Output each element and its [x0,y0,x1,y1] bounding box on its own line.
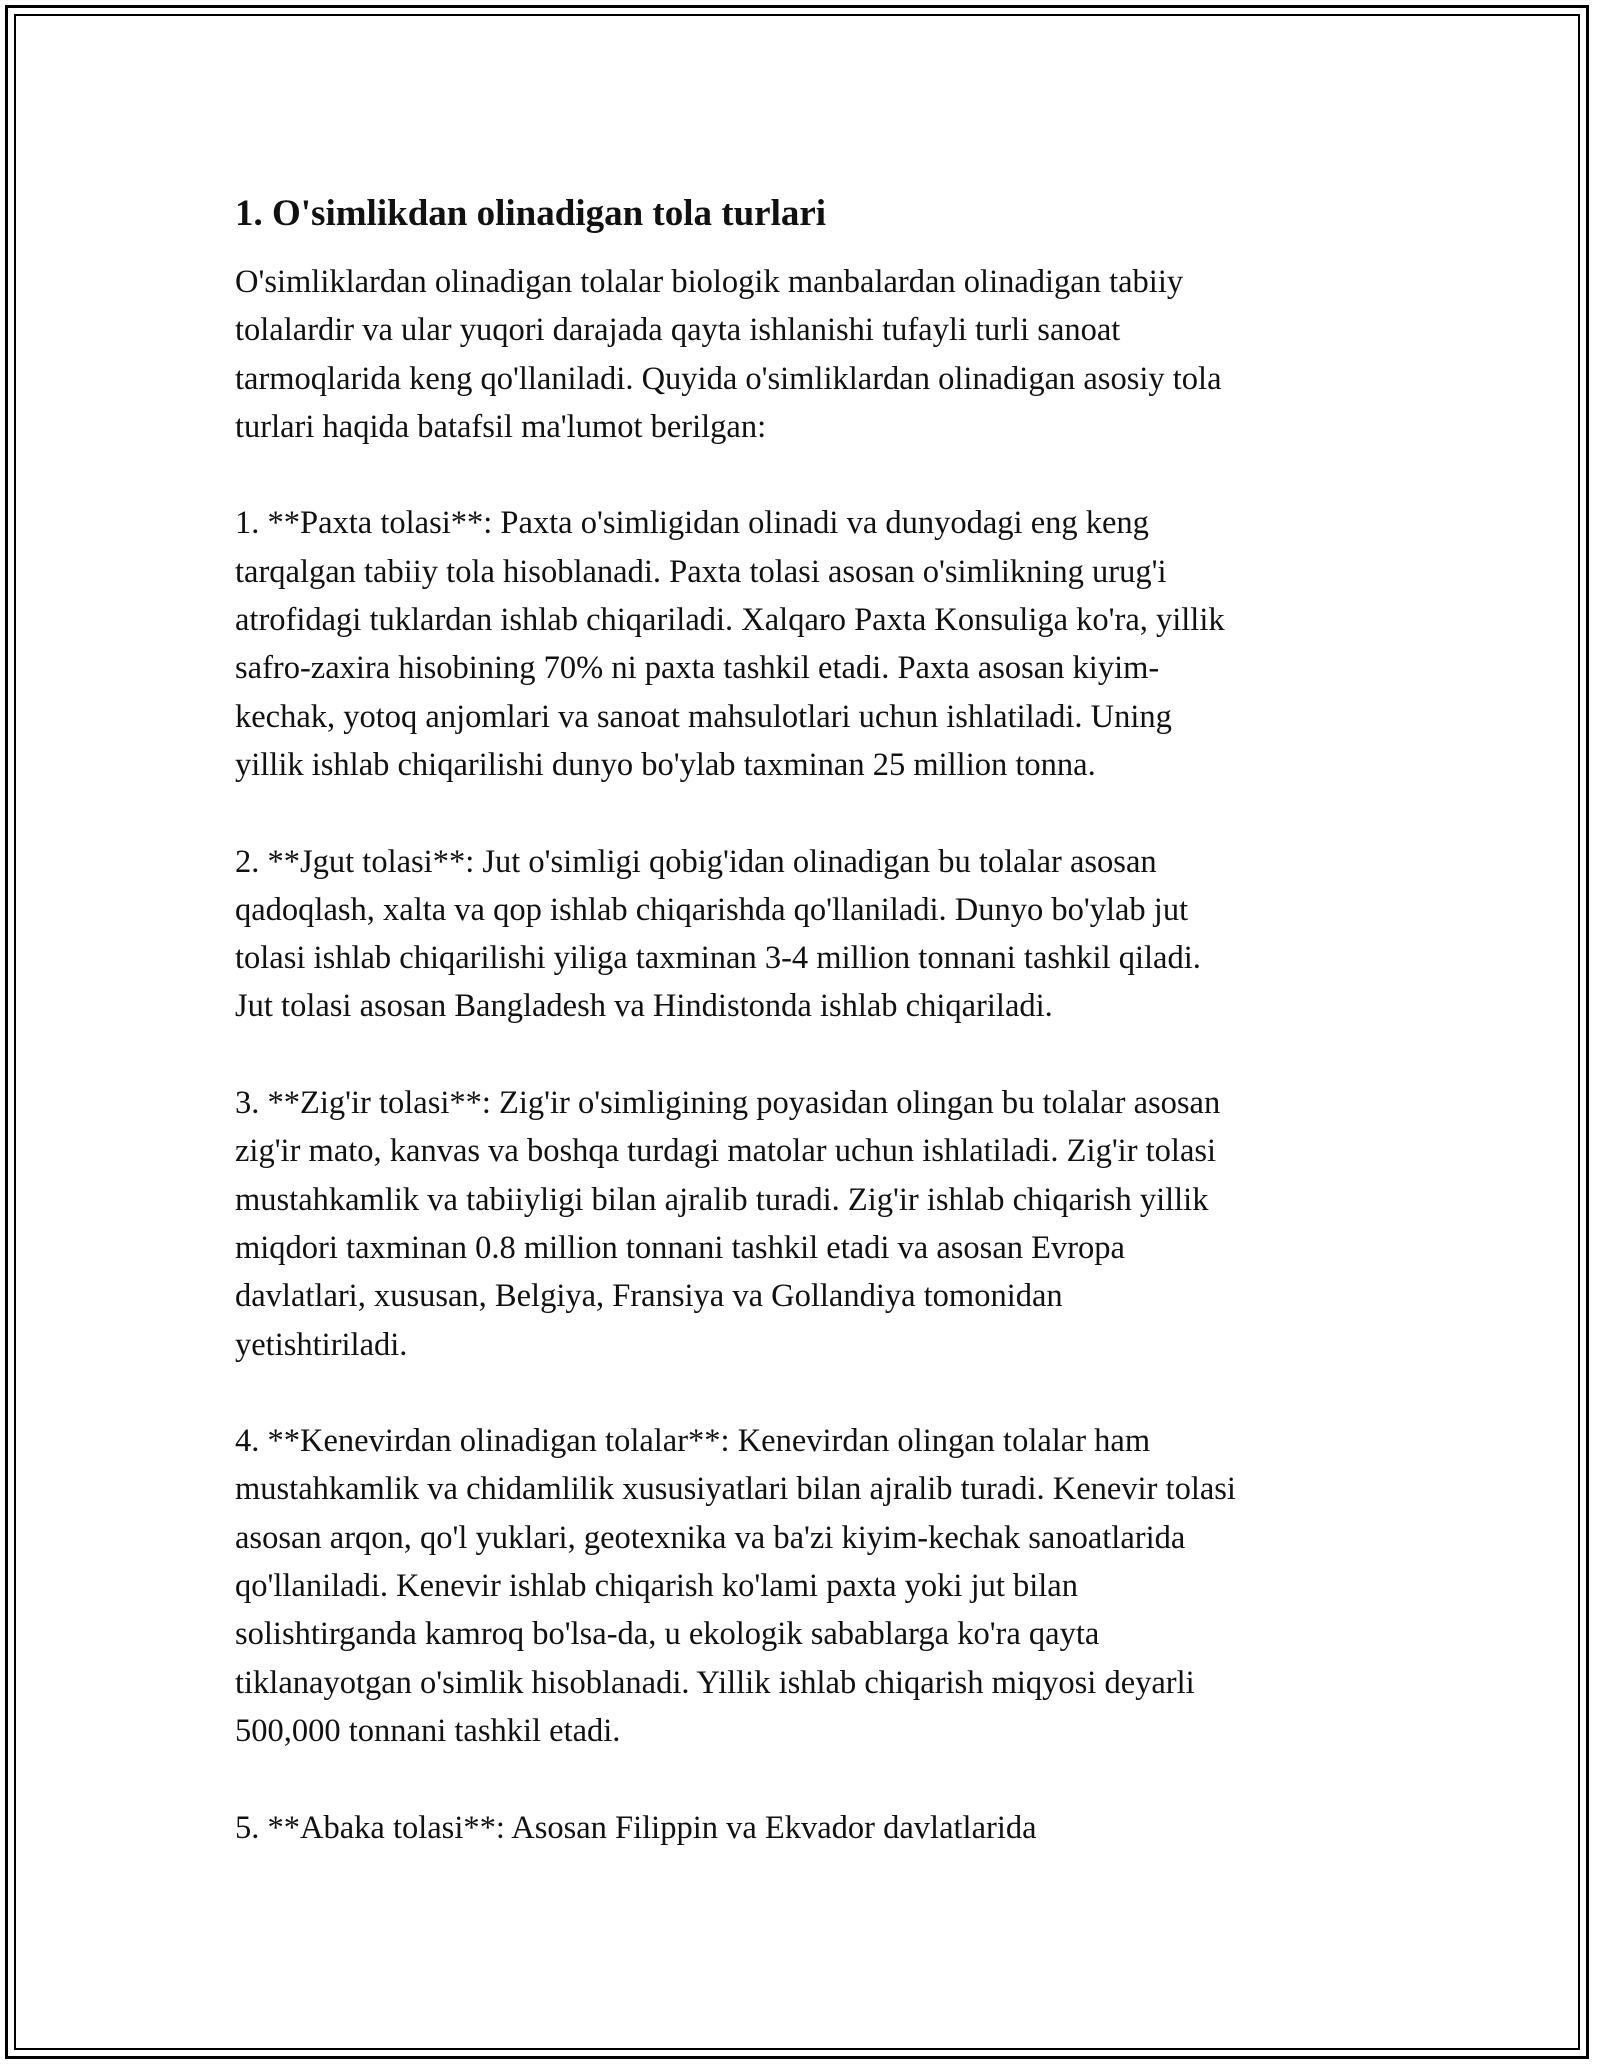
jute-fiber-paragraph: 2. **Jgut tolasi**: Jut o'simligi qobig'idan olinadigan bu tolalar asosan qadoqlash, xalta va qop ishlab chiqarishda qo'llaniladi. Dunyo bo'ylab jut tolasi ishlab chiqarilishi yiliga taxminan 3-4 million tonnani tashkil qiladi. Jut tolasi asosan Bangladesh va Hindistonda ishlab chiqariladi. [235,843,1201,1025]
document-body [235,190,1375,1852]
hemp-fiber-paragraph: 4. **Kenevirdan olinadigan tolalar**: Kenevirdan olingan tolalar ham mustahkamlik va chidamlilik xususiyatlari bilan ajralib turadi. Kenevir tolasi asosan arqon, qo'l yuklari, geotexnika va ba'zi kiyim-kechak sanoatlarida qo'llaniladi. Kenevir ishlab chiqarish ko'lami paxta yoki jut bilan solishtirganda kamroq bo'lsa-da, u ekologik sabablarga ko'ra qayta tiklanayotgan o'simlik hisoblanadi. Yillik ishlab chiqarish miqyosi deyarli 500,000 tonnani tashkil etadi. [235,1423,1236,1749]
abaca-fiber-paragraph: 5. **Abaka tolasi**: Asosan Filippin va Ekvador davlatlarida [235,1809,1037,1846]
cotton-fiber-paragraph: 1. **Paxta tolasi**: Paxta o'simligidan olinadi va dunyodagi eng keng tarqalgan tabiiy tola hisoblanadi. Paxta tolasi asosan o'simlikning urug'i atrofidagi tuklardan ishlab chiqariladi. Xalqaro Paxta Konsuliga ko'ra, yillik safro-zaxira hisobining 70% ni paxta tashkil etadi. Paxta asosan kiyim- kechak, yotoq anjomlari va sanoat mahsulotlari uchun ishlatiladi. Uning yillik ishlab chiqarilishi dunyo bo'ylab taxminan 25 million tonna. [235,505,1225,783]
intro-paragraph: O'simliklardan olinadigan tolalar biologik manbalardan olinadigan tabiiy tolalardir va ular yuqori darajada qayta ishlanishi tufayli turli sanoat tarmoqlarida keng qo'llaniladi. Quyida o'simliklardan olinadigan asosiy tola turlari haqida batafsil ma'lumot berilgan: [235,264,1222,445]
flax-fiber-paragraph: 3. **Zig'ir tolasi**: Zig'ir o'simligining poyasidan olingan bu tolalar asosan zig'ir mato, kanvas va boshqa turdagi matolar uchun ishlatiladi. Zig'ir tolasi mustahkamlik va tabiiyligi bilan ajralib turadi. Zig'ir ishlab chiqarish yillik miqdori taxminan 0.8 million tonnani tashkil etadi va asosan Evropa davlatlari, xususan, Belgiya, Fransiya va Gollandiya tomonidan yetishtiriladi. [235,1085,1221,1363]
section-heading: 1. O'simlikdan olinadigan tola turlari [235,193,827,234]
